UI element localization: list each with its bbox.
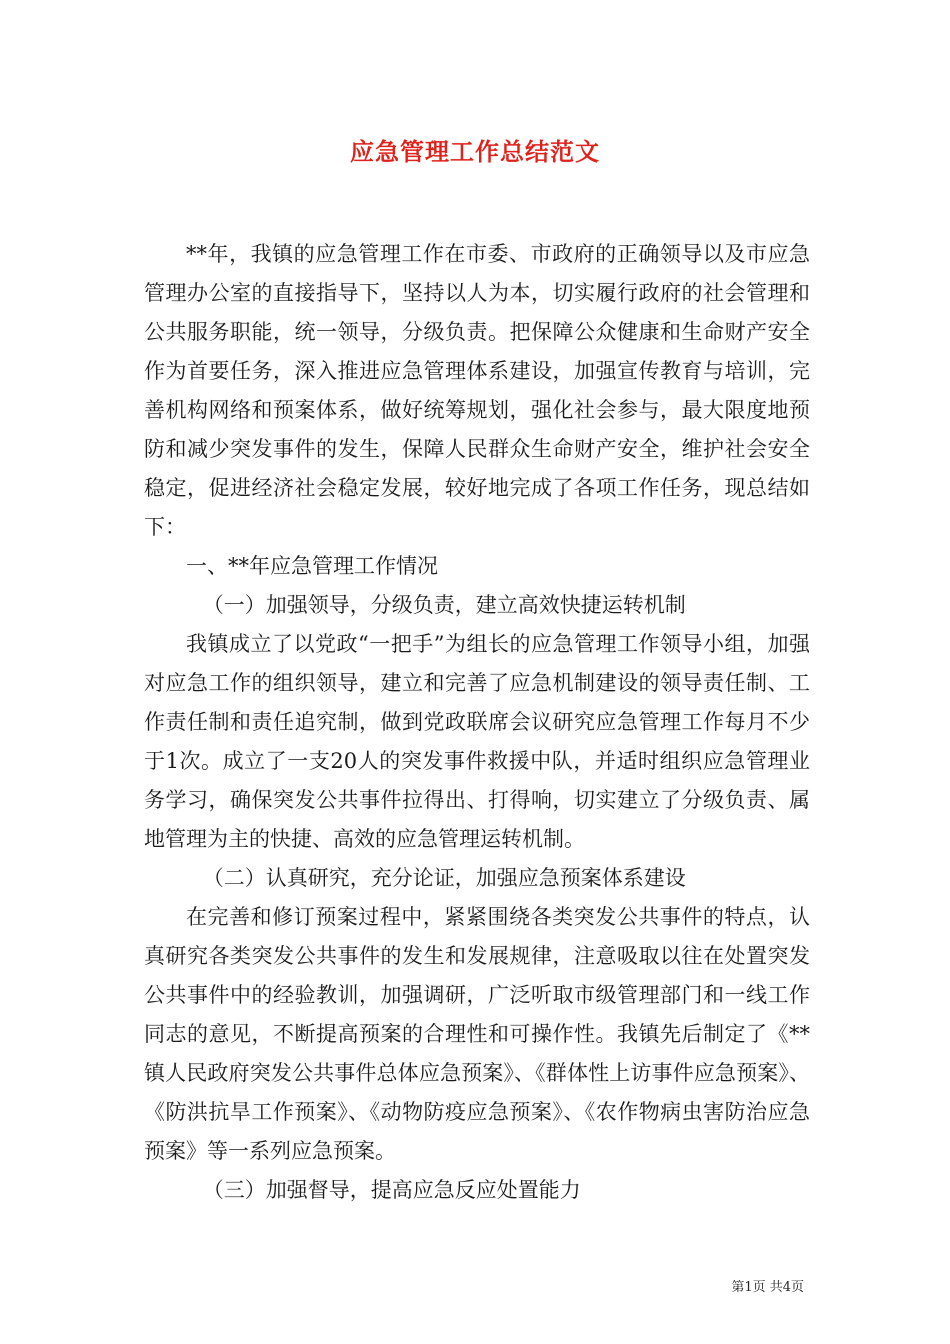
document-title: 应急管理工作总结范文 <box>350 137 600 166</box>
section-heading-1: 一、**年应急管理工作情况 <box>186 554 438 578</box>
paragraph-intro: **年，我镇的应急管理工作在市委、市政府的正确领导以及市应急管理办公室的直接指导下，坚持以人为本，切实履行政府的社会管理和公共服务职能，统一领导，分级负责。把保障公众健康和生命财产安全作为首要任务，深入推进应急管理体系建设，加强宣传教育与培训，完善机构网络和预案体系，做好统筹规划，强化社会参与，最大限度地预防和减少突发事件的发生，保障人民群众生命财产安全，维护社会安全稳定，促进经济社会稳定发展，较好地完成了各项工作任务，现总结如下： <box>144 242 810 539</box>
paragraph-plans: 在完善和修订预案过程中，紧紧围绕各类突发公共事件的特点，认真研究各类突发公共事件的发生和发展规律，注意吸取以往在处置突发公共事件中的经验教训，加强调研，广泛听取市级管理部门和一线工作同志的意见，不断提高预案的合理性和可操作性。我镇先后制定了《**镇人民政府突发公共事件总体应急预案》、《群体性上访事件应急预案》、《防洪抗旱工作预案》、《动物防疫应急预案》、《农作物病虫害防治应急预案》等一系列应急预案。 <box>144 905 810 1163</box>
paragraph-leadership: 我镇成立了以党政“一把手”为组长的应急管理工作领导小组，加强对应急工作的组织领导，建立和完善了应急机制建设的领导责任制、工作责任制和责任追究制，做到党政联席会议研究应急管理工作每月不少于1次。成立了一支20人的突发事件救援中队，并适时组织应急管理业务学习，确保突发公共事件拉得出、打得响，切实建立了分级负责、属地管理为主的快捷、高效的应急管理运转机制。 <box>144 632 810 851</box>
subsection-heading-3: （三）加强督导，提高应急反应处置能力 <box>202 1178 581 1202</box>
subsection-heading-2: （二）认真研究，充分论证，加强应急预案体系建设 <box>202 866 686 890</box>
document-body <box>144 235 810 1210</box>
page-number: 第1页 共4页 <box>731 1280 804 1295</box>
subsection-heading-1: （一）加强领导，分级负责，建立高效快捷运转机制 <box>202 593 686 617</box>
